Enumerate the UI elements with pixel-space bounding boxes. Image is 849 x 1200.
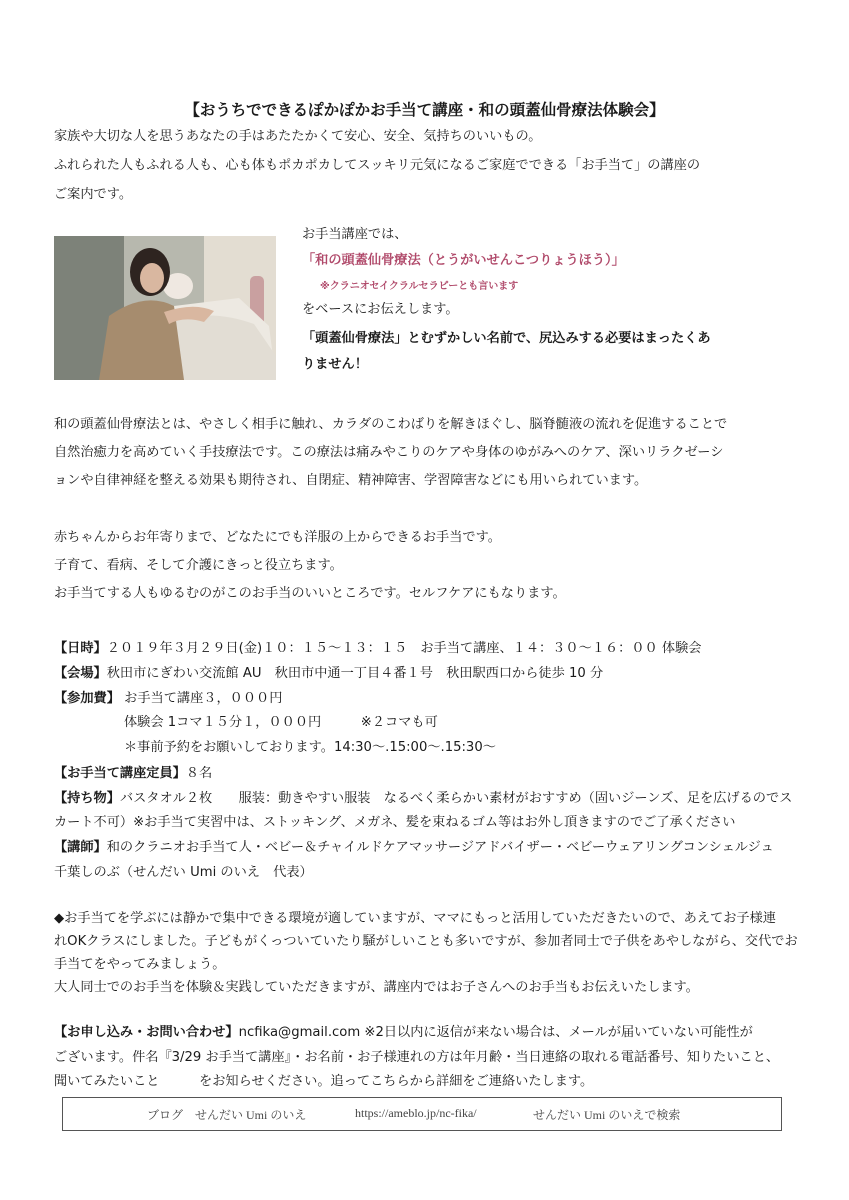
contact-line-1 <box>54 1024 753 1042</box>
contact-email[interactable]: ncfika@gmail.com <box>238 1025 361 1040</box>
lecturer-label: 【講師】 <box>54 840 107 855</box>
fee-label: 【参加費】 <box>54 691 120 706</box>
detail-lecturer <box>54 839 774 857</box>
note-line-2: れOKクラスにしました。子どもがくっついていたり騒がしいことも多いですが、参加者同士で子供をあやしながら、交代でお <box>54 934 798 949</box>
appeal-line-3: お手当てする人もゆるむのがこのお手当のいいところです。セルフケアにもなります。 <box>54 586 566 601</box>
appeal-line-2: 子育て、看病、そして介護にきっと役立ちます。 <box>54 558 343 573</box>
feature-lead: お手当講座では、 <box>302 227 408 242</box>
treatment-photo-illustration <box>54 236 276 380</box>
detail-venue <box>54 665 603 683</box>
contact-line-3: 聞いてみたいこと をお知らせください。追ってこちらから詳細をご連絡いたします。 <box>54 1074 594 1089</box>
note-line-3: 手当てをやってみましょう。 <box>54 957 226 972</box>
items-label: 【持ち物】 <box>54 791 120 806</box>
intro-line-1: 家族や大切な人を思うあなたの手はあたたかくて安心、安全、気持ちのいいもの。 <box>54 129 542 144</box>
detail-date <box>54 640 701 658</box>
fee-value-1: お手当て講座３，０００円 <box>124 691 283 706</box>
contact-label: 【お申し込み・お問い合わせ】 <box>54 1025 239 1040</box>
feature-base: をベースにお伝えします。 <box>302 302 459 317</box>
feature-emphasis-2: りません！ <box>302 357 368 372</box>
flyer-title: 【おうちでできるぽかぽかお手当て講座・和の頭蓋仙骨療法体験会】 <box>184 101 665 119</box>
feature-note: ※クラニオセイクラルセラピーとも言います <box>320 281 519 292</box>
blog-url[interactable]: https://ameblo.jp/nc-fika/ <box>355 1106 477 1120</box>
venue-label: 【会場】 <box>54 666 107 681</box>
note-line-1: ◆お手当てを学ぶには静かで集中できる環境が適していますが、ママにもっと活用していただきたいので、あえてお子様連 <box>54 911 776 926</box>
desc-line-2: 自然治癒力を高めていく手技療法です。この療法は痛みやこりのケアや身体のゆがみへのケア、深いリラクゼーシ <box>54 445 724 460</box>
contact-line-2: ございます。件名『3/29 お手当て講座』・お名前・お子様連れの方は年月齢・当日連絡の取れる電話番号、知りたいこと、 <box>54 1050 780 1065</box>
blog-search: せんだい Umi のいえで検索 <box>533 1108 681 1122</box>
contact-rest: ※2日以内に返信が来ない場合は、メールが届いていない可能性が <box>364 1025 753 1040</box>
lecturer-name: 千葉しのぶ（せんだい Umi のいえ 代表） <box>54 865 313 880</box>
detail-fee <box>54 690 282 708</box>
detail-capacity <box>54 765 212 783</box>
detail-items <box>54 790 792 808</box>
items-value: バスタオル２枚 服装：動きやすい服装 なるべく柔らかい素材がおすすめ（固いジーンズ、足を広げるのでス <box>119 791 793 806</box>
intro-line-2: ふれられた人もふれる人も、心も体もポカポカしてスッキリ元気になるご家庭でできる「お手当て」の講座の <box>54 158 701 173</box>
fee-value-2: 体験会 1コマ１５分１，０００円 ※２コマも可 <box>124 715 438 730</box>
desc-line-3: ョンや自律神経を整える効果も期待され、自閉症、精神障害、学習障害などにも用いられています。 <box>54 473 648 488</box>
feature-emphasis-1: 「頭蓋仙骨療法」とむずかしい名前で、尻込みする必要はまったくあ <box>302 331 711 346</box>
lecturer-value: 和のクラニオお手当て人・ベビー＆チャイルドケアマッサージアドバイザー・ベビーウェアリングコンシェルジュ <box>106 840 774 855</box>
capacity-label: 【お手当て講座定員】 <box>54 766 186 781</box>
intro-line-3: ご案内です。 <box>54 187 133 202</box>
capacity-value: ８名 <box>185 766 213 781</box>
fee-value-3: ＊事前予約をお願いしております。14:30～.15:00～.15:30～ <box>124 740 496 755</box>
feature-method: 「和の頭蓋仙骨療法（とうがいせんこつりょうほう）」 <box>302 253 625 268</box>
items-value-2: カート不可）※お手当て実習中は、ストッキング、メガネ、髪を束ねるゴム等はお外し頂きますのでご了承ください <box>54 815 736 830</box>
note-line-4: 大人同士でのお手当を体験＆実践していただきますが、講座内ではお子さんへのお手当もお伝えいたします。 <box>54 980 699 995</box>
desc-line-1: 和の頭蓋仙骨療法とは、やさしく相手に触れ、カラダのこわばりを解きほぐし、脳脊髄液の流れを促進することで <box>54 417 728 432</box>
venue-value: 秋田市にぎわい交流館 AU 秋田市中通一丁目４番１号 秋田駅西口から徒歩 10 分 <box>106 666 604 681</box>
date-label: 【日時】 <box>54 641 107 656</box>
treatment-photo <box>54 236 276 380</box>
blog-footer-box <box>62 1097 782 1131</box>
blog-label: ブログ せんだい Umi のいえ <box>147 1108 307 1122</box>
date-value: ２０１９年３月２９日(金)１０：１５～１３：１５ お手当て講座、１４：３０～１６：００ 体験会 <box>106 641 702 656</box>
appeal-line-1: 赤ちゃんからお年寄りまで、どなたにでも洋服の上からできるお手当です。 <box>54 530 501 545</box>
